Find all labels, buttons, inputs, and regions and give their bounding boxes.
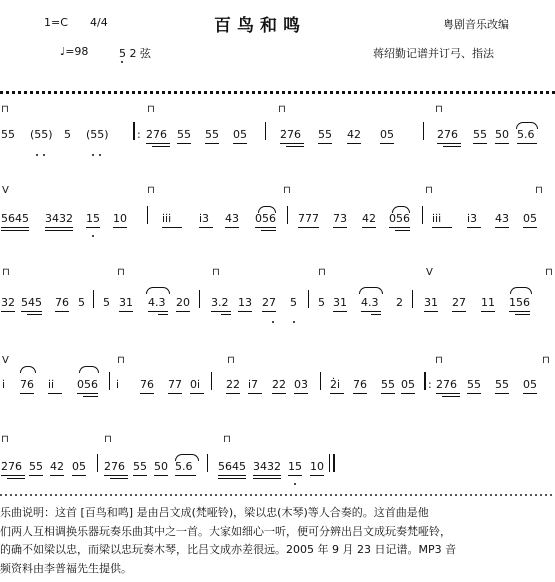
note: 10 (310, 460, 324, 473)
beam-underline (362, 227, 376, 228)
beam-underline (395, 230, 410, 231)
note: 5.6 (517, 128, 535, 141)
barline (320, 372, 321, 390)
barline (207, 454, 208, 472)
note: 2̇2̇ (226, 378, 240, 391)
beam-underline (83, 396, 98, 397)
beam-underline (50, 475, 64, 476)
beam-underline (452, 311, 466, 312)
beam-underline (190, 393, 204, 394)
beam-underline (140, 393, 154, 394)
bow-mark: ⊓ (545, 267, 553, 278)
note: 3432 (253, 460, 281, 473)
beam-underline (152, 146, 170, 147)
note: 4.3 (361, 296, 379, 309)
beam-underline (495, 227, 509, 228)
beam-underline (318, 143, 332, 144)
beam-underline (253, 475, 281, 476)
low-octave-dot (293, 321, 295, 323)
note: 0i̇ (190, 378, 201, 391)
beam-underline (72, 475, 86, 476)
note: 11 (481, 296, 495, 309)
bow-mark: ⊓ (435, 355, 443, 366)
bow-mark: ⊓ (435, 104, 443, 115)
note: 2̇76 (1, 460, 22, 473)
description-line: 的确不如梁以忠，而梁以忠玩奏木琴，比吕文成亦差很远。2005 年 9 月 23 日记谱。MP3 音 (0, 543, 457, 556)
low-octave-dot (92, 235, 94, 237)
low-octave-dot (272, 321, 274, 323)
beam-underline (199, 227, 213, 228)
beam-underline (55, 311, 69, 312)
beam-underline (113, 227, 127, 228)
note: 31 (424, 296, 438, 309)
beam-underline (177, 143, 191, 144)
beam-underline (272, 393, 286, 394)
note: 42 (362, 212, 376, 225)
barline (93, 290, 94, 308)
bow-mark: ⊓ (147, 104, 155, 115)
beam-underline (211, 311, 231, 312)
transcriber-credit: 蒋绍勤记谱并订弓、指法 (373, 47, 494, 60)
beam-underline (133, 475, 147, 476)
beam-underline (389, 227, 410, 228)
barline (412, 290, 413, 308)
beam-underline (262, 311, 276, 312)
note: 05 (233, 128, 247, 141)
beam-underline (233, 143, 247, 144)
slur (359, 287, 383, 294)
bow-mark: ⊓ (318, 267, 326, 278)
note: 55 (1, 128, 15, 141)
description-line: 们两人互相调换乐器玩奏乐曲其中之一首。大家如细心一听，便可分辨出吕文成玩奏梵哑铃， (0, 524, 451, 538)
beam-underline (45, 230, 73, 231)
beam-underline (248, 393, 262, 394)
beam-underline (353, 393, 367, 394)
note: 2̇76 (436, 378, 457, 391)
note: 55 (29, 460, 43, 473)
beam-underline (401, 393, 415, 394)
beam-underline (7, 478, 25, 479)
note: 55 (473, 128, 487, 141)
bow-mark: ⊓ (117, 267, 125, 278)
note: 545 (21, 296, 42, 309)
note: 31 (119, 296, 133, 309)
beam-underline (294, 393, 308, 394)
bow-mark: ⊓ (283, 185, 291, 196)
note: i̇ (2, 378, 6, 391)
note: i̇ (116, 378, 120, 391)
note: 15 (86, 212, 100, 225)
barline (422, 206, 423, 224)
note: (55) (86, 128, 109, 141)
beam-underline (515, 314, 530, 315)
low-octave-dot (92, 154, 94, 156)
beam-underline (45, 227, 73, 228)
repeat-barline (133, 122, 135, 140)
beam-underline (442, 396, 460, 397)
note: 5 (318, 296, 325, 309)
staff-row-3 (0, 265, 555, 335)
beam-underline (381, 393, 395, 394)
beam-underline (310, 475, 324, 476)
beam-underline (162, 227, 182, 228)
beam-underline (104, 475, 128, 476)
note: 056 (77, 378, 98, 391)
note: 05 (72, 460, 86, 473)
repeat-dots: : (428, 378, 432, 391)
barline (211, 372, 212, 390)
beam-underline (298, 227, 319, 228)
note: 55 (177, 128, 191, 141)
barline (109, 372, 110, 390)
bow-mark: ⊓ (278, 104, 286, 115)
barline (423, 122, 424, 140)
beam-underline (517, 143, 537, 144)
bow-mark: V (426, 267, 433, 278)
beam-underline (333, 227, 347, 228)
barline (308, 290, 309, 308)
low-octave-dot (294, 483, 296, 485)
beam-underline (158, 314, 168, 315)
note: 05 (401, 378, 415, 391)
bow-mark: V (2, 185, 9, 196)
note: 05 (380, 128, 394, 141)
note: 43 (495, 212, 509, 225)
page-title: 百鸟和鸣 (214, 16, 306, 36)
note: 43 (225, 212, 239, 225)
note: i̇i̇i̇ (432, 212, 442, 225)
note: 77 (168, 378, 182, 391)
beam-underline (1, 230, 29, 231)
beam-underline (77, 393, 98, 394)
note: 55 (495, 378, 509, 391)
beam-underline (205, 143, 219, 144)
beam-underline (424, 311, 438, 312)
description-line: 频资料由李普福先生提供。 (0, 561, 132, 575)
note: 50 (495, 128, 509, 141)
barline (265, 122, 266, 140)
beam-underline (347, 143, 361, 144)
note: 55 (318, 128, 332, 141)
note: 5645 (1, 212, 29, 225)
beam-underline (1, 227, 29, 228)
note: 76 (20, 378, 34, 391)
note: 13 (238, 296, 252, 309)
bow-mark: ⊓ (227, 355, 235, 366)
note: i̇7 (248, 378, 259, 391)
note: i̇3 (467, 212, 478, 225)
barline (199, 290, 200, 308)
beam-underline (168, 393, 182, 394)
beam-underline (467, 393, 481, 394)
barline (287, 206, 288, 224)
piece-description (0, 504, 555, 578)
beam-underline (27, 314, 42, 315)
note: 3.2 (211, 296, 229, 309)
beam-underline (523, 393, 537, 394)
tempo-marking: ♩=98 (60, 45, 89, 58)
low-octave-dot (121, 61, 123, 63)
beam-underline (371, 314, 381, 315)
note: 05 (523, 212, 537, 225)
beam-underline (20, 393, 34, 394)
beam-underline (361, 311, 381, 312)
note: 2̇76 (146, 128, 167, 141)
notes-divider (0, 494, 555, 496)
beam-underline (261, 230, 276, 231)
beam-underline (288, 475, 302, 476)
bow-mark: ⊓ (212, 267, 220, 278)
slur (146, 287, 170, 294)
note: i̇i̇ (48, 378, 55, 391)
bow-mark: V (2, 355, 9, 366)
note: 056 (255, 212, 276, 225)
note: 27 (262, 296, 276, 309)
beam-underline (175, 475, 196, 476)
slur (79, 366, 99, 373)
beam-underline (238, 311, 252, 312)
beam-underline (253, 478, 281, 479)
beam-underline (467, 227, 481, 228)
note: 27 (452, 296, 466, 309)
note: 5 (78, 296, 85, 309)
beam-underline (280, 143, 304, 144)
repeat-dots: : (137, 128, 141, 141)
note: 55 (133, 460, 147, 473)
note: 15 (288, 460, 302, 473)
note: 056 (389, 212, 410, 225)
note: 5645 (218, 460, 246, 473)
string-tuning: 5 2 弦 (119, 47, 151, 60)
beam-underline (495, 393, 509, 394)
key-signature: 1=C (44, 16, 68, 29)
beam-underline (443, 146, 461, 147)
note: 5.6 (175, 460, 193, 473)
time-signature: 4/4 (90, 16, 108, 29)
beam-underline (218, 478, 246, 479)
beam-underline (1, 475, 25, 476)
beam-underline (218, 475, 246, 476)
note: 76 (140, 378, 154, 391)
beam-underline (119, 311, 133, 312)
beam-underline (29, 475, 43, 476)
beam-underline (176, 311, 190, 312)
note: 55 (205, 128, 219, 141)
note: 55 (467, 378, 481, 391)
note: 73 (333, 212, 347, 225)
final-barline-thick (333, 454, 335, 472)
barline (97, 454, 98, 472)
note: 76 (55, 296, 69, 309)
low-octave-dot (36, 154, 38, 156)
beam-underline (380, 143, 394, 144)
note: 5 (290, 296, 297, 309)
beam-underline (509, 311, 530, 312)
beam-underline (255, 227, 276, 228)
bow-mark: ⊓ (542, 355, 550, 366)
staff-row-5 (0, 432, 555, 502)
repeat-barline (424, 372, 426, 390)
bow-mark: ⊓ (223, 434, 231, 445)
note: 2̇2̇ (272, 378, 286, 391)
note: 4.3 (148, 296, 166, 309)
note: 2̇i̇ (330, 378, 341, 391)
beam-underline (481, 311, 495, 312)
slur (20, 366, 36, 373)
beam-underline (225, 227, 239, 228)
beam-underline (286, 146, 304, 147)
beam-underline (333, 311, 347, 312)
bow-mark: ⊓ (2, 267, 10, 278)
note: 777 (298, 212, 319, 225)
note: 31 (333, 296, 347, 309)
note: 10 (113, 212, 127, 225)
beam-underline (146, 143, 170, 144)
low-octave-dot (99, 154, 101, 156)
beam-underline (154, 475, 168, 476)
beam-underline (330, 393, 344, 394)
note: 32 (1, 296, 15, 309)
beam-underline (226, 393, 240, 394)
beam-underline (21, 311, 42, 312)
barline (147, 206, 148, 224)
bow-mark: ⊓ (1, 104, 9, 115)
note: 76 (353, 378, 367, 391)
staff-row-1 (0, 100, 555, 170)
note: 2 (396, 296, 403, 309)
note: 2̇76 (280, 128, 301, 141)
bow-mark: ⊓ (104, 434, 112, 445)
staff-row-2 (0, 180, 555, 250)
note: 50 (154, 460, 168, 473)
bow-mark: ⊓ (535, 185, 543, 196)
beam-underline (221, 314, 231, 315)
note: 5 (64, 128, 71, 141)
beam-underline (437, 143, 461, 144)
beam-underline (436, 393, 460, 394)
header-divider (0, 91, 555, 94)
note: 05 (523, 378, 537, 391)
slur (510, 287, 532, 294)
bow-mark: ⊓ (117, 355, 125, 366)
final-barline-thin (329, 454, 330, 472)
beam-underline (473, 143, 487, 144)
note: 3432 (45, 212, 73, 225)
beam-underline (48, 393, 62, 394)
beam-underline (110, 478, 128, 479)
note: 156 (509, 296, 530, 309)
note: 5 (103, 296, 110, 309)
arranger: 粤剧音乐改编 (443, 18, 509, 31)
note: i̇i̇i̇ (162, 212, 172, 225)
note: 20 (176, 296, 190, 309)
beam-underline (432, 227, 452, 228)
note: 2̇76 (104, 460, 125, 473)
note: 2̇76 (437, 128, 458, 141)
note: 42 (347, 128, 361, 141)
description-line: 乐曲说明：这首 [百鸟和鸣] 是由吕文成(梵哑铃)，梁以忠(木琴)等人合奏的。这首曲是他 (0, 506, 429, 519)
staff-row-4 (0, 350, 555, 420)
note: 55 (381, 378, 395, 391)
beam-underline (86, 227, 100, 228)
note: (55) (30, 128, 53, 141)
low-octave-dot (43, 154, 45, 156)
beam-underline (148, 311, 168, 312)
beam-underline (495, 143, 509, 144)
note: 42 (50, 460, 64, 473)
bow-mark: ⊓ (1, 434, 9, 445)
beam-underline (1, 311, 15, 312)
beam-underline (523, 227, 537, 228)
bow-mark: ⊓ (147, 185, 155, 196)
bow-mark: ⊓ (425, 185, 433, 196)
note: 03̇ (294, 378, 308, 391)
note: i̇3 (199, 212, 210, 225)
